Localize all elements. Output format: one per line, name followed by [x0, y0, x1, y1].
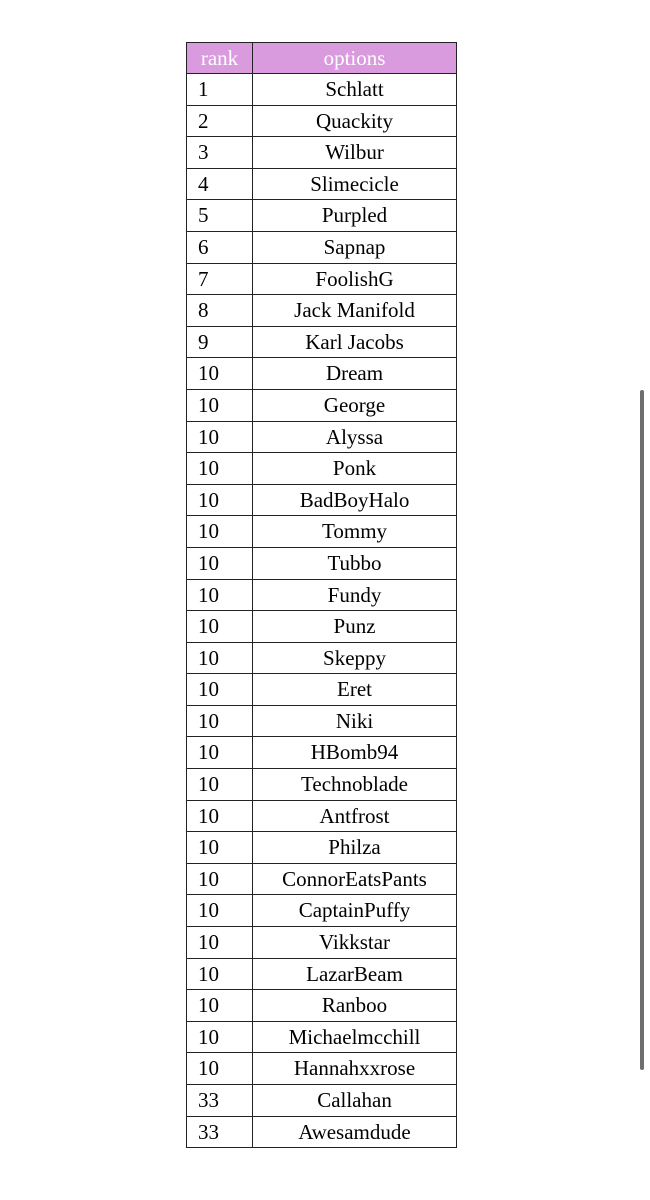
option-cell: Punz	[253, 611, 457, 643]
option-cell: BadBoyHalo	[253, 484, 457, 516]
option-cell: Hannahxxrose	[253, 1053, 457, 1085]
table-row	[187, 737, 457, 769]
table-row	[187, 990, 457, 1022]
option-cell: Skeppy	[253, 642, 457, 674]
table-row	[187, 674, 457, 706]
table-row	[187, 547, 457, 579]
option-cell: Sapnap	[253, 231, 457, 263]
table-row	[187, 105, 457, 137]
rank-cell: 10	[187, 832, 253, 864]
option-cell: Awesamdude	[253, 1116, 457, 1148]
rank-cell: 10	[187, 769, 253, 801]
table-header	[187, 43, 457, 74]
rank-cell: 8	[187, 295, 253, 327]
vertical-scrollbar[interactable]	[640, 390, 644, 1070]
table-row	[187, 421, 457, 453]
rank-cell: 33	[187, 1116, 253, 1148]
rank-cell: 10	[187, 674, 253, 706]
table-row	[187, 295, 457, 327]
rank-cell: 9	[187, 326, 253, 358]
option-cell: Technoblade	[253, 769, 457, 801]
option-cell: George	[253, 389, 457, 421]
option-cell: Alyssa	[253, 421, 457, 453]
rank-cell: 5	[187, 200, 253, 232]
rank-cell: 6	[187, 231, 253, 263]
table-row	[187, 358, 457, 390]
option-cell: Ponk	[253, 453, 457, 485]
option-cell: Tubbo	[253, 547, 457, 579]
table-row	[187, 453, 457, 485]
option-cell: Fundy	[253, 579, 457, 611]
rank-cell: 10	[187, 958, 253, 990]
option-cell: FoolishG	[253, 263, 457, 295]
rank-cell: 10	[187, 453, 253, 485]
option-cell: Vikkstar	[253, 927, 457, 959]
rank-cell: 4	[187, 168, 253, 200]
table-row	[187, 705, 457, 737]
header-row	[187, 43, 457, 74]
table-row	[187, 1116, 457, 1148]
table-row	[187, 579, 457, 611]
option-cell: Michaelmcchill	[253, 1021, 457, 1053]
ranking-table	[186, 42, 457, 1148]
table-row	[187, 389, 457, 421]
table-body	[187, 74, 457, 1148]
option-cell: HBomb94	[253, 737, 457, 769]
rank-cell: 10	[187, 863, 253, 895]
rank-cell: 10	[187, 927, 253, 959]
table-row	[187, 642, 457, 674]
table-row	[187, 1053, 457, 1085]
option-cell: LazarBeam	[253, 958, 457, 990]
rank-cell: 7	[187, 263, 253, 295]
option-cell: Antfrost	[253, 800, 457, 832]
option-cell: CaptainPuffy	[253, 895, 457, 927]
table-row	[187, 326, 457, 358]
rank-cell: 10	[187, 1021, 253, 1053]
table-row	[187, 611, 457, 643]
rank-cell: 33	[187, 1085, 253, 1117]
rank-cell: 10	[187, 421, 253, 453]
rank-cell: 10	[187, 800, 253, 832]
table-row	[187, 895, 457, 927]
table-row	[187, 168, 457, 200]
table-row	[187, 800, 457, 832]
rank-cell: 10	[187, 484, 253, 516]
table-row	[187, 516, 457, 548]
rank-cell: 10	[187, 737, 253, 769]
rank-column-header: rank	[187, 43, 253, 74]
option-cell: Niki	[253, 705, 457, 737]
option-cell: Eret	[253, 674, 457, 706]
rank-cell: 10	[187, 547, 253, 579]
table-row	[187, 74, 457, 106]
table-row	[187, 769, 457, 801]
rank-cell: 10	[187, 705, 253, 737]
option-cell: Tommy	[253, 516, 457, 548]
rank-cell: 10	[187, 895, 253, 927]
rank-cell: 10	[187, 1053, 253, 1085]
rank-cell: 10	[187, 389, 253, 421]
table-row	[187, 958, 457, 990]
rank-cell: 3	[187, 137, 253, 169]
table-row	[187, 1085, 457, 1117]
table-row	[187, 863, 457, 895]
option-cell: Callahan	[253, 1085, 457, 1117]
option-cell: Slimecicle	[253, 168, 457, 200]
option-cell: Karl Jacobs	[253, 326, 457, 358]
option-cell: Philza	[253, 832, 457, 864]
option-cell: Wilbur	[253, 137, 457, 169]
option-cell: Jack Manifold	[253, 295, 457, 327]
rank-cell: 10	[187, 516, 253, 548]
rank-cell: 2	[187, 105, 253, 137]
rank-cell: 10	[187, 579, 253, 611]
option-cell: Ranboo	[253, 990, 457, 1022]
option-cell: Quackity	[253, 105, 457, 137]
rank-cell: 10	[187, 642, 253, 674]
rank-cell: 10	[187, 611, 253, 643]
option-cell: ConnorEatsPants	[253, 863, 457, 895]
table-row	[187, 263, 457, 295]
rank-cell: 1	[187, 74, 253, 106]
table-row	[187, 1021, 457, 1053]
option-cell: Dream	[253, 358, 457, 390]
table-row	[187, 484, 457, 516]
table-row	[187, 927, 457, 959]
table-row	[187, 832, 457, 864]
option-cell: Purpled	[253, 200, 457, 232]
table-row	[187, 200, 457, 232]
rank-cell: 10	[187, 358, 253, 390]
table-row	[187, 231, 457, 263]
options-column-header: options	[253, 43, 457, 74]
rank-cell: 10	[187, 990, 253, 1022]
table-row	[187, 137, 457, 169]
option-cell: Schlatt	[253, 74, 457, 106]
